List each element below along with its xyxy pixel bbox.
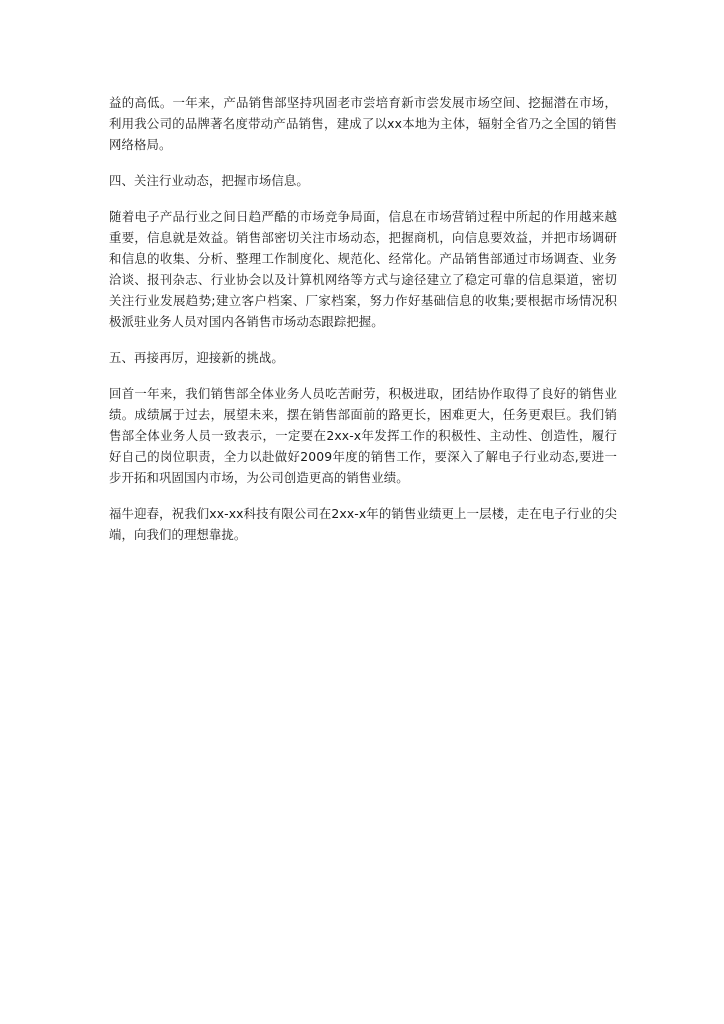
section-heading-new-challenges: 五、再接再厉，迎接新的挑战。: [109, 350, 284, 365]
paragraph-closing-wishes: 福牛迎春，祝我们xx-xx科技有限公司在2xx-x年的销售业绩更上一层楼，走在电子行业的尖端，向我们的理想靠拢。: [109, 506, 617, 542]
document-body: [109, 92, 617, 560]
paragraph-year-review: 回首一年来，我们销售部全体业务人员吃苦耐劳，积极进取，团结协作取得了良好的销售业绩。成绩属于过去，展望未来，摆在销售部面前的路更长，困难更大，任务更艰巨。我们销售部全体业务人员一致表示，一定要在2xx-x年发挥工作的积极性、主动性、创造性，履行好自己的岗位职责，全力以赴做好2009年度的销售工作，要深入了解电子行业动态,要进一步开拓和巩固国内市场，为公司创造更高的销售业绩。: [109, 386, 617, 485]
section-heading-industry-trends: 四、关注行业动态，把握市场信息。: [109, 173, 309, 188]
paragraph-market-network: 益的高低。一年来，产品销售部坚持巩固老市尝培育新市尝发展市场空间、挖掘潜在市场，利用我公司的品牌著名度带动产品销售，建成了以xx本地为主体，辐射全省乃之全国的销售网络格局。: [109, 95, 617, 152]
paragraph-market-information: 随着电子产品行业之间日趋严酷的市场竞争局面，信息在市场营销过程中所起的作用越来越重要，信息就是效益。销售部密切关注市场动态，把握商机，向信息要效益，并把市场调研和信息的收集、分析、整理工作制度化、规范化、经常化。产品销售部通过市场调查、业务洽谈、报刊杂志、行业协会以及计算机网络等方式与途径建立了稳定可靠的信息渠道，密切关注行业发展趋势;建立客户档案、厂家档案，努力作好基础信息的收集;要根据市场情况积极派驻业务人员对国内各销售市场动态跟踪把握。: [109, 209, 617, 329]
